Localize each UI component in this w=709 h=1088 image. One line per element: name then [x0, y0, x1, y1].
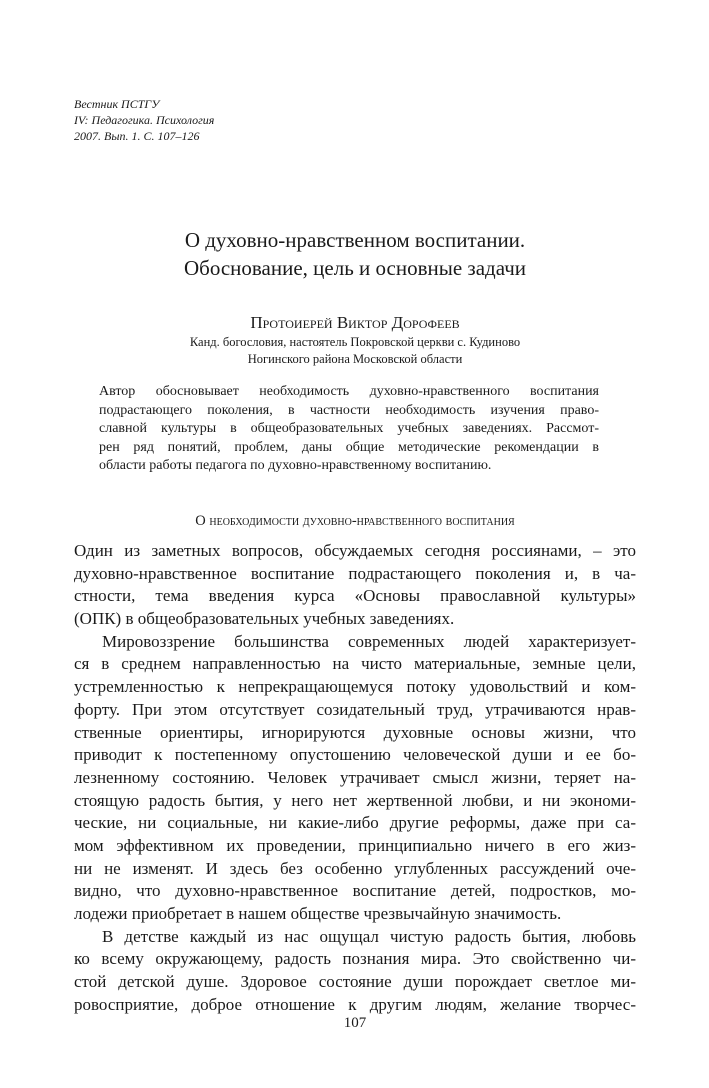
- body-line: В детстве каждый из нас ощущал чистую радость бытия, любовь: [102, 926, 636, 946]
- article-title-line-2: Обоснование, цель и основные задачи: [183, 256, 527, 280]
- abstract-line: рен ряд понятий, проблем, даны общие методические рекомендации в: [99, 439, 599, 455]
- body-line: (ОПК) в общеобразовательных учебных заведениях.: [74, 609, 455, 629]
- body-line: стности, тема введения курса «Основы православной культуры»: [74, 586, 636, 606]
- journal-name: Вестник ПСТГУ: [74, 97, 160, 111]
- body-line: приводит к постепенному опустошению человеческой души и ее бо-: [74, 745, 636, 765]
- abstract-line: области работы педагога по духовно-нравственному воспитанию.: [99, 458, 492, 473]
- body-line: лезненному состоянию. Человек утрачивает смысл жизни, теряет на-: [74, 767, 636, 787]
- article-title-line-1: О духовно-нравственном воспитании.: [184, 228, 526, 252]
- body-line: ческие, ни социальные, ни какие-либо другие реформы, даже при са-: [74, 813, 636, 833]
- body-line: Мировоззрение большинства современных людей характеризует-: [102, 631, 636, 651]
- affiliation-line-2: Ногинского района Московской области: [247, 352, 463, 366]
- affiliation-line-1: Канд. богословия, настоятель Покровской церкви с. Кудиново: [189, 335, 521, 349]
- author-affiliation: [74, 334, 636, 368]
- journal-issue: 2007. Вып. 1. С. 107–126: [74, 129, 200, 143]
- body-line: видно, что духовно-нравственное воспитание детей, подростков, мо-: [74, 881, 636, 901]
- page-number: 107: [343, 1015, 367, 1031]
- body-line: стоящую радость бытия, у него нет жертвенной любви, и ни экономи-: [74, 790, 636, 810]
- body-line: мом эффективном их проведении, принципиально ничего в его жиз-: [74, 835, 636, 855]
- body-line: форту. При этом отсутствует созидательный труд, утрачиваются нрав-: [74, 699, 636, 719]
- body-line: стой детской душе. Здоровое состояние души порождает светлое ми-: [74, 972, 636, 992]
- body-line: ся в среднем направленностью на чисто материальные, земные цели,: [74, 654, 636, 674]
- abstract-line: Автор обосновывает необходимость духовно-нравственного воспитания: [99, 384, 599, 399]
- body-text: [74, 540, 636, 1016]
- journal-series: IV: Педагогика. Психология: [74, 113, 215, 127]
- author-name: Протоиерей Виктор Дорофеев: [250, 313, 460, 332]
- section-heading: О необходимости духовно-нравственного воспитания: [195, 513, 515, 529]
- body-line: ровосприятие, доброе отношение к другим людям, желание творчес-: [74, 994, 636, 1014]
- abstract-line: славной культуры в общеобразовательных учебных заведениях. Рассмот-: [99, 421, 599, 436]
- body-line: ственные ориентиры, игнорируются духовные основы жизни, что: [74, 722, 636, 742]
- body-line: устремленностью к непрекращающемуся потоку удовольствий и ком-: [74, 677, 636, 697]
- body-line: ко всему окружающему, радость познания мира. Это свойственно чи-: [74, 949, 636, 969]
- journal-info: [74, 96, 214, 144]
- body-line: ни не изменят. И здесь без особенно углубленных рассуждений оче-: [74, 858, 636, 878]
- article-title: [74, 226, 636, 282]
- abstract-line: подрастающего поколения, в частности необходимость изучения право-: [99, 402, 599, 418]
- body-line: духовно-нравственное воспитание подрастающего поколения и, в ча-: [74, 563, 636, 583]
- body-line: Один из заметных вопросов, обсуждаемых сегодня россиянами, – это: [74, 541, 636, 560]
- abstract: [99, 383, 599, 476]
- body-line: лодежи приобретает в нашем обществе чрезвычайную значимость.: [74, 904, 562, 923]
